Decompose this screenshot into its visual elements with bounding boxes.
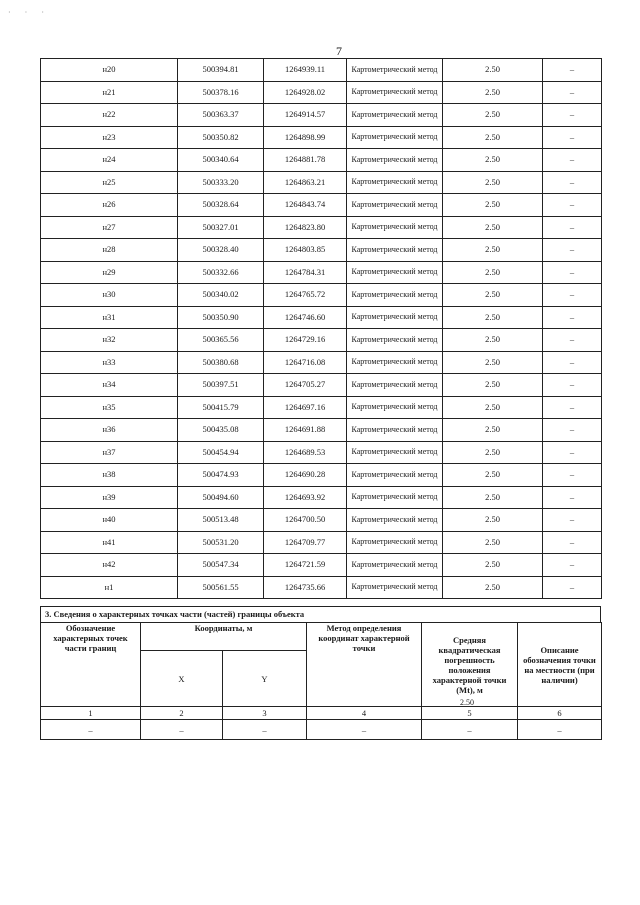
point-name-cell: н30 [41,284,178,307]
point-name-cell: н1 [41,576,178,599]
point-name-cell: н37 [41,441,178,464]
point-name-cell: н22 [41,104,178,127]
method-cell: Картометрический метод [347,59,443,82]
description-cell: – [543,329,602,352]
coord-y-cell: 1264709.77 [264,531,347,554]
table-row [41,531,602,554]
coord-x-cell: 500350.90 [178,306,264,329]
coord-x-cell: 500547.34 [178,554,264,577]
method-cell: Картометрический метод [347,81,443,104]
coord-x-cell: 500340.64 [178,149,264,172]
coord-x-cell: 500328.40 [178,239,264,262]
points-table-body [41,59,602,599]
table-row [41,554,602,577]
description-cell: – [543,554,602,577]
accuracy-cell: 2.50 [443,576,543,599]
accuracy-cell: 2.50 [443,441,543,464]
coord-y-cell: 1264803.85 [264,239,347,262]
point-name-cell: н35 [41,396,178,419]
coord-y-cell: 1264721.59 [264,554,347,577]
accuracy-cell: 2.50 [443,374,543,397]
method-cell: Картометрический метод [347,351,443,374]
coord-x-cell: 500454.94 [178,441,264,464]
description-cell: – [543,396,602,419]
accuracy-cell: 2.50 [443,396,543,419]
description-cell: – [543,374,602,397]
accuracy-header: Средняя квадратическая погрешность положения характерной точки (Mt), м [422,623,518,707]
description-cell: – [543,284,602,307]
coord-x-cell: 500435.08 [178,419,264,442]
coord-y-cell: 1264746.60 [264,306,347,329]
description-cell: – [543,171,602,194]
page-number: 7 [336,44,342,58]
accuracy-cell: 2.50 [443,81,543,104]
table-row [41,59,602,82]
point-name-cell: н42 [41,554,178,577]
table-row [41,441,602,464]
col-number: 3 [223,707,307,720]
method-cell: Картометрический метод [347,104,443,127]
method-cell: Картометрический метод [347,396,443,419]
table-row [41,419,602,442]
coord-x-cell: 500531.20 [178,531,264,554]
table-row [41,464,602,487]
point-name-cell: н33 [41,351,178,374]
y-header: Y [223,651,307,707]
coord-x-cell: 500365.56 [178,329,264,352]
coord-x-cell: 500415.79 [178,396,264,419]
table-row [41,284,602,307]
coord-y-cell: 1264765.72 [264,284,347,307]
accuracy-cell: 2.50 [443,509,543,532]
col-number-5: 5 [467,708,472,718]
table-row [41,194,602,217]
table-row [41,104,602,127]
coord-x-cell: 500332.66 [178,261,264,284]
description-cell: – [543,351,602,374]
accuracy-cell: 2.50 [443,419,543,442]
description-header: Описание обозначения точки на местности (при наличии) [518,623,602,707]
coord-y-cell: 1264863.21 [264,171,347,194]
method-cell: Картометрический метод [347,216,443,239]
accuracy-cell: 2.50 [443,329,543,352]
description-cell: – [543,531,602,554]
point-name-cell: н40 [41,509,178,532]
point-name-cell: н23 [41,126,178,149]
parts-table [40,622,602,740]
empty-cell: – [307,720,422,740]
description-cell: – [543,149,602,172]
point-name-cell: н28 [41,239,178,262]
description-cell: – [543,261,602,284]
coord-y-cell: 1264690.28 [264,464,347,487]
description-cell: – [543,306,602,329]
coord-x-cell: 500328.64 [178,194,264,217]
accuracy-cell: 2.50 [443,531,543,554]
accuracy-cell: 2.50 [443,554,543,577]
method-cell: Картометрический метод [347,329,443,352]
table-row [41,486,602,509]
coord-x-cell: 500363.37 [178,104,264,127]
coord-y-cell: 1264729.16 [264,329,347,352]
table-row [41,81,602,104]
coord-x-cell: 500494.60 [178,486,264,509]
accuracy-cell: 2.50 [443,464,543,487]
table-row [41,396,602,419]
method-cell: Картометрический метод [347,509,443,532]
coord-y-cell: 1264939.11 [264,59,347,82]
accuracy-cell: 2.50 [443,104,543,127]
points-table [40,58,602,599]
description-cell: – [543,419,602,442]
accuracy-cell: 2.50 [443,486,543,509]
point-name-cell: н24 [41,149,178,172]
description-cell: – [543,509,602,532]
coord-y-cell: 1264735.66 [264,576,347,599]
accuracy-cell: 2.50 [443,149,543,172]
description-cell: – [543,194,602,217]
coord-x-cell: 500397.51 [178,374,264,397]
table-row [41,374,602,397]
method-cell: Картометрический метод [347,261,443,284]
coord-y-cell: 1264784.31 [264,261,347,284]
coord-y-cell: 1264697.16 [264,396,347,419]
coord-x-cell: 500350.82 [178,126,264,149]
designation-header: Обозначение характерных точек части границ [41,623,141,707]
accuracy-cell: 2.50 [443,171,543,194]
table-row [41,261,602,284]
coord-x-cell: 500474.93 [178,464,264,487]
point-name-cell: н36 [41,419,178,442]
stray-value: 2.50 [460,698,474,707]
description-cell: – [543,239,602,262]
point-name-cell: н25 [41,171,178,194]
description-cell: – [543,59,602,82]
point-name-cell: н29 [41,261,178,284]
description-cell: – [543,126,602,149]
coord-y-cell: 1264898.99 [264,126,347,149]
point-name-cell: н20 [41,59,178,82]
col-number: 6 [518,707,602,720]
method-cell: Картометрический метод [347,149,443,172]
coord-x-cell: 500340.02 [178,284,264,307]
accuracy-cell: 2.50 [443,284,543,307]
description-cell: – [543,104,602,127]
empty-cell: – [518,720,602,740]
point-name-cell: н41 [41,531,178,554]
coord-x-cell: 500561.55 [178,576,264,599]
empty-cell: – [223,720,307,740]
coord-y-cell: 1264716.08 [264,351,347,374]
method-cell: Картометрический метод [347,194,443,217]
coord-y-cell: 1264914.57 [264,104,347,127]
col-number: 1 [41,707,141,720]
point-name-cell: н21 [41,81,178,104]
coords-header: Координаты, м [141,623,307,651]
accuracy-cell: 2.50 [443,306,543,329]
table-row [41,306,602,329]
description-cell: – [543,464,602,487]
description-cell: – [543,81,602,104]
coord-x-cell: 500394.81 [178,59,264,82]
accuracy-cell: 2.50 [443,194,543,217]
coord-x-cell: 500333.20 [178,171,264,194]
coord-y-cell: 1264823.80 [264,216,347,239]
description-cell: – [543,216,602,239]
table-row [41,216,602,239]
table-row [41,329,602,352]
coord-y-cell: 1264928.02 [264,81,347,104]
table-row [41,149,602,172]
coord-y-cell: 1264691.88 [264,419,347,442]
col-number: 4 [307,707,422,720]
accuracy-cell: 2.50 [443,261,543,284]
method-header: Метод определения координат характерной точки [307,623,422,707]
coord-x-cell: 500378.16 [178,81,264,104]
method-cell: Картометрический метод [347,374,443,397]
accuracy-cell: 2.50 [443,59,543,82]
coord-y-cell: 1264700.50 [264,509,347,532]
method-cell: Картометрический метод [347,284,443,307]
method-cell: Картометрический метод [347,171,443,194]
method-cell: Картометрический метод [347,486,443,509]
empty-cell: – [41,720,141,740]
method-cell: Картометрический метод [347,576,443,599]
coord-y-cell: 1264705.27 [264,374,347,397]
col-number: 2 [141,707,223,720]
accuracy-cell: 2.50 [443,239,543,262]
table-row [41,576,602,599]
method-cell: Картометрический метод [347,239,443,262]
scan-mark: · · · [8,8,50,17]
empty-cell: – [141,720,223,740]
section-title: 3. Сведения о характерных точках части (частей) границы объекта [40,606,601,622]
table-row [41,171,602,194]
description-cell: – [543,486,602,509]
accuracy-cell: 2.50 [443,126,543,149]
coord-y-cell: 1264693.92 [264,486,347,509]
empty-cell: – [422,720,518,740]
method-cell: Картометрический метод [347,306,443,329]
point-name-cell: н27 [41,216,178,239]
point-name-cell: н34 [41,374,178,397]
table-row [41,351,602,374]
coord-x-cell: 500327.01 [178,216,264,239]
coord-y-cell: 1264843.74 [264,194,347,217]
table-row [41,239,602,262]
description-cell: – [543,441,602,464]
point-name-cell: н39 [41,486,178,509]
x-header: X [141,651,223,707]
point-name-cell: н38 [41,464,178,487]
coord-y-cell: 1264689.53 [264,441,347,464]
method-cell: Картометрический метод [347,441,443,464]
point-name-cell: н26 [41,194,178,217]
point-name-cell: н32 [41,329,178,352]
method-cell: Картометрический метод [347,531,443,554]
method-cell: Картометрический метод [347,419,443,442]
coord-y-cell: 1264881.78 [264,149,347,172]
accuracy-cell: 2.50 [443,351,543,374]
point-name-cell: н31 [41,306,178,329]
table-row [41,126,602,149]
method-cell: Картометрический метод [347,464,443,487]
method-cell: Картометрический метод [347,554,443,577]
col-number [422,698,518,720]
accuracy-cell: 2.50 [443,216,543,239]
table-row [41,509,602,532]
coord-x-cell: 500513.48 [178,509,264,532]
method-cell: Картометрический метод [347,126,443,149]
description-cell: – [543,576,602,599]
coord-x-cell: 500380.68 [178,351,264,374]
